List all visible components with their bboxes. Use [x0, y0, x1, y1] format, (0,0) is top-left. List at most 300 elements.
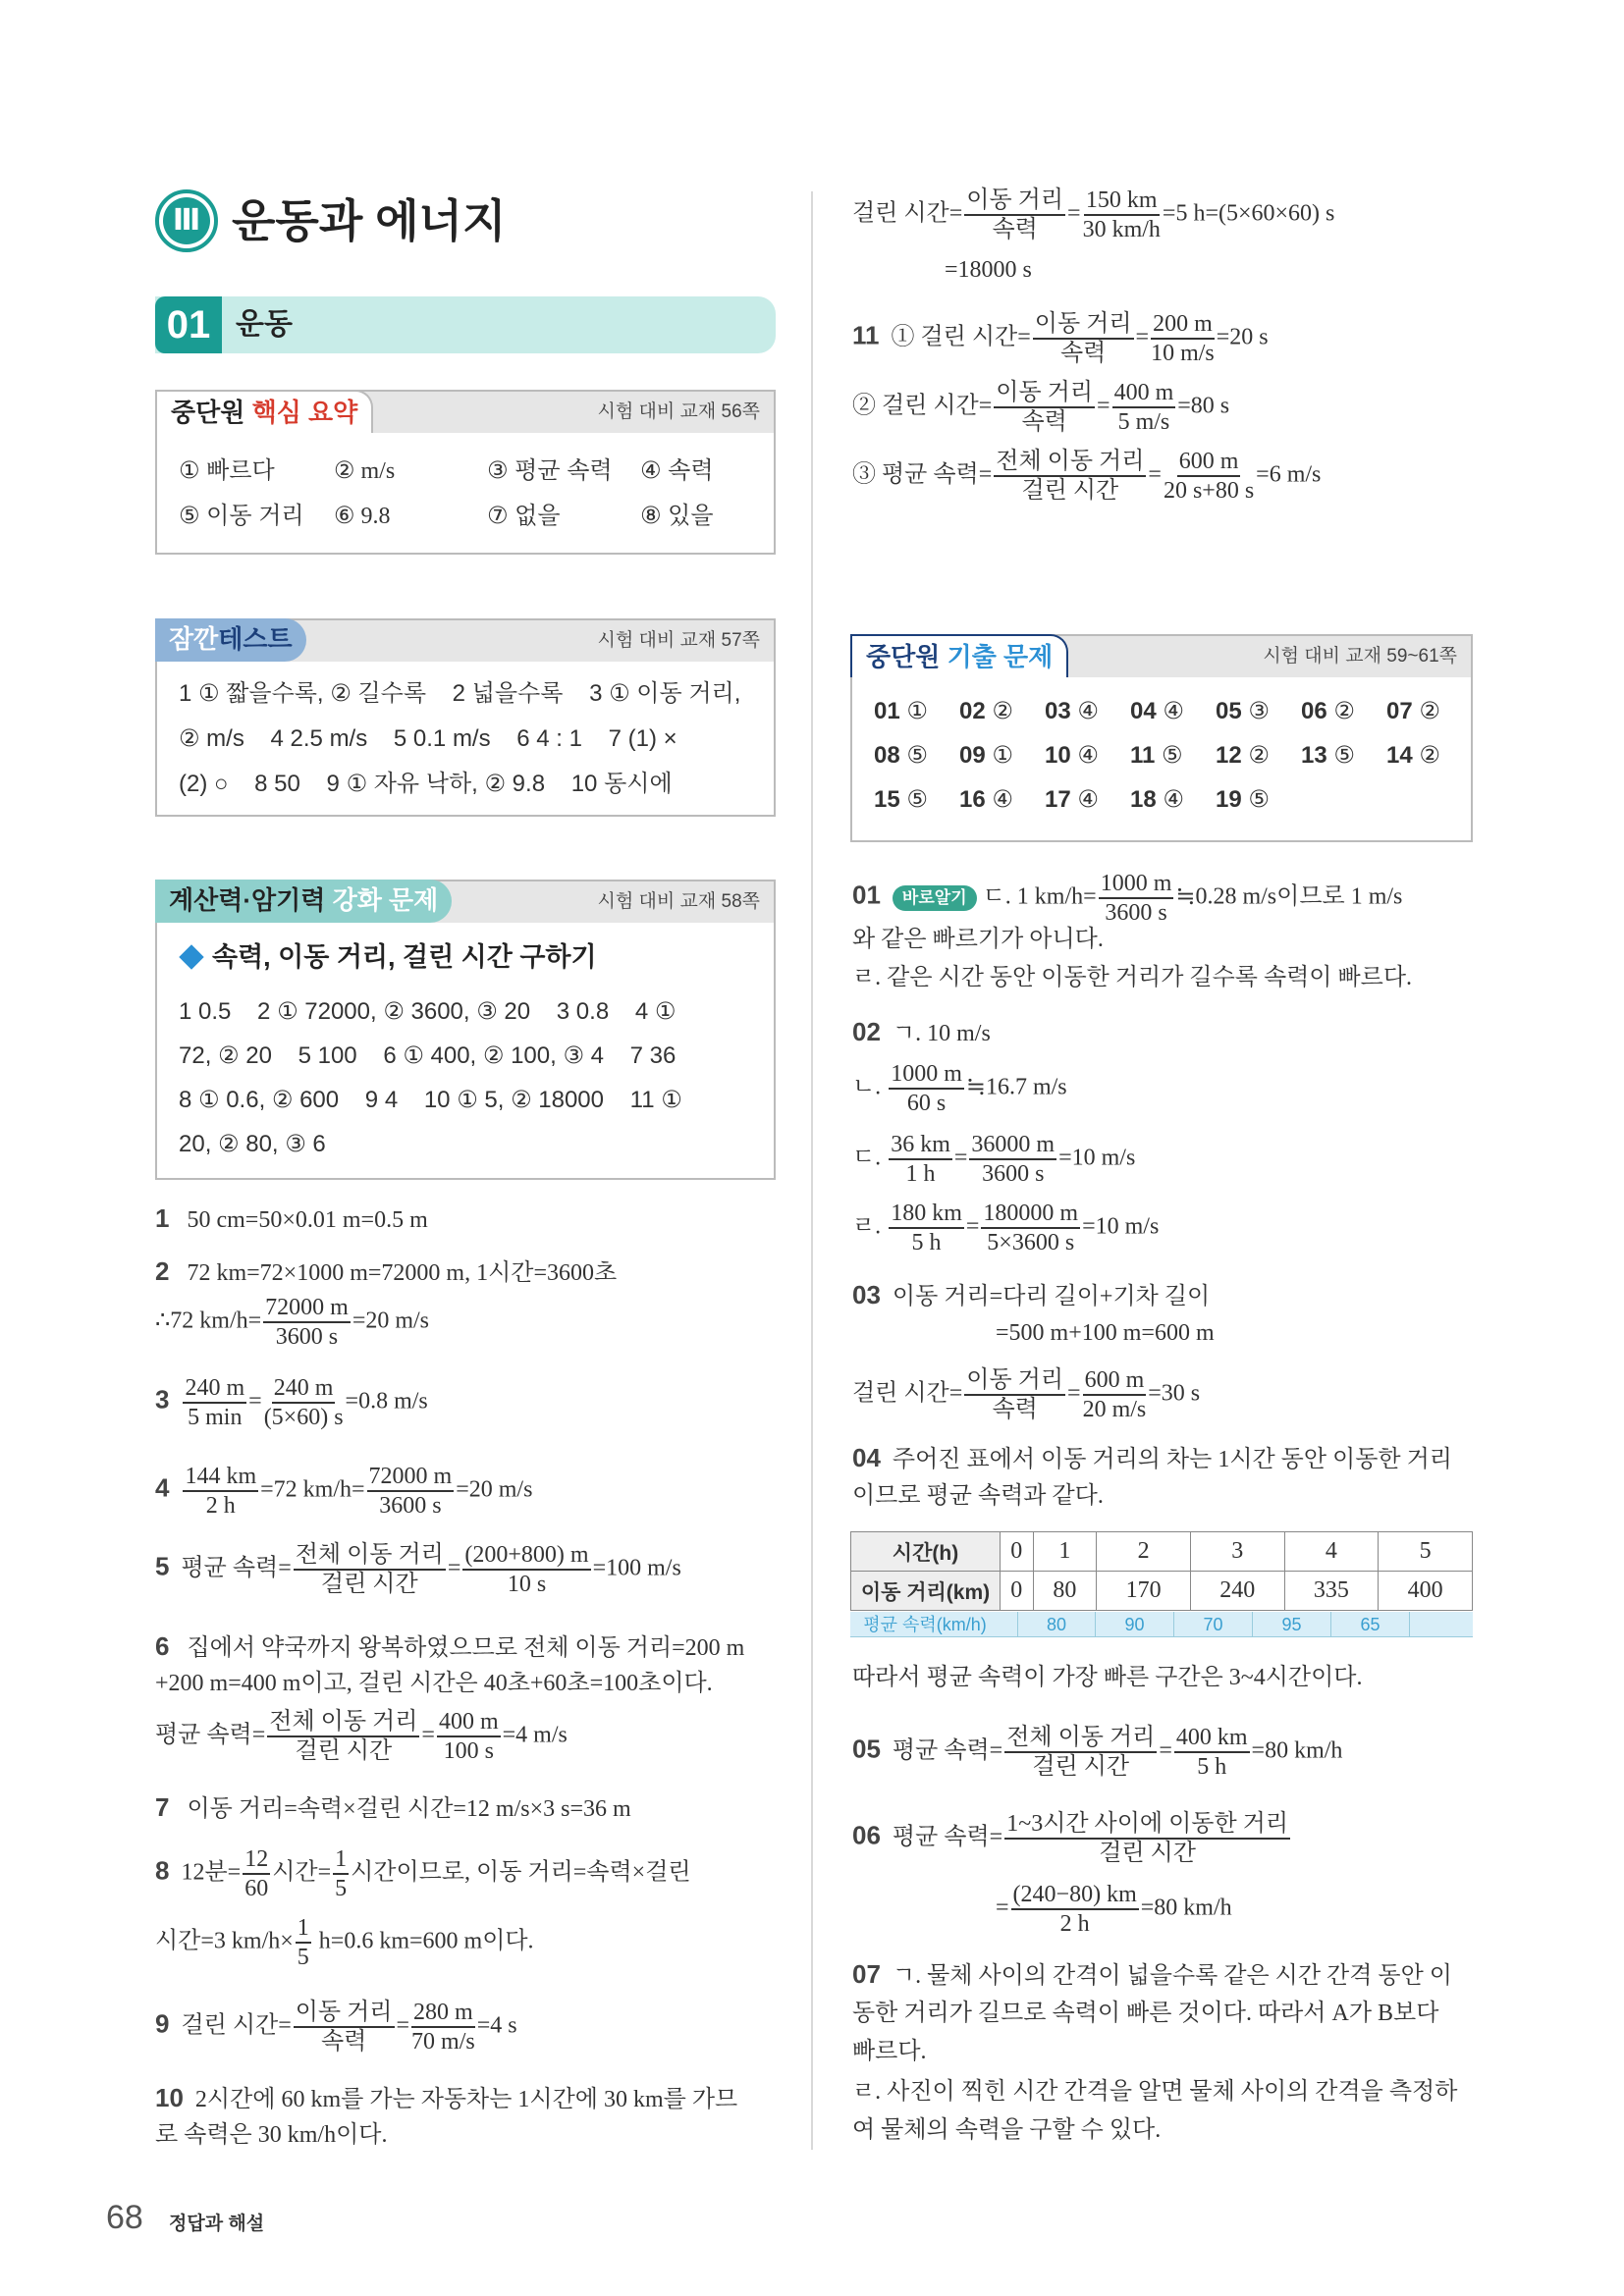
solution-11b: ② 걸린 시간= $\frac{\text{이동 거리}}{\text{속력}}$ = $\frac{400 m}{5 m/s}$ =80 s: [852, 380, 1230, 435]
fraction: [183, 1463, 258, 1520]
denominator: 5×3600 s: [987, 1230, 1075, 1255]
denominator: 속력: [992, 217, 1038, 242]
text: ≒16.7 m/s: [965, 1074, 1067, 1100]
drill-tab-prefix: 계산력·암기력: [169, 885, 326, 915]
exam-ref: 시험 대비 교재 59~61쪽: [1263, 646, 1457, 667]
avg-speed-value: 65: [1331, 1612, 1410, 1637]
table-header: 이동 거리(km): [851, 1572, 1001, 1611]
text: =5 h=(5×60×60) s: [1162, 200, 1335, 227]
table-row: [851, 1532, 1473, 1572]
summary-item: ⑦ 없을: [487, 503, 561, 529]
denominator: (5×60) s: [263, 1405, 344, 1430]
exam-sol-01b: 와 같은 빠르기가 아니다.: [852, 927, 1104, 952]
answer-choice: ②: [992, 698, 1013, 724]
fraction: [1004, 1724, 1157, 1781]
solution-1: 1 50 cm=50×0.01 m=0.5 m: [155, 1203, 428, 1233]
fraction: [294, 1999, 395, 2056]
solution-10c: 걸린 시간= $\frac{\text{이동 거리}}{\text{속력}}$ = $\frac{150 km}{30 km/h}$ =5 h=(5×60×60) s: [852, 187, 1335, 242]
footer-label: 정답과 해설: [169, 2214, 265, 2234]
fraction: [1151, 310, 1215, 367]
fraction: [981, 1200, 1080, 1256]
answer-number: 11: [1130, 742, 1156, 769]
summary-box: [155, 390, 776, 555]
exam-sol-02d: ㄹ. $\frac{180 km}{5 h}$ = $\frac{180000 m}{5\times 3600 s}$ =10 m/s: [852, 1201, 1160, 1255]
exam-sol-01: 01 바로알기 ㄷ. 1 km/h= $\frac{1000 m}{3600 s}$ ≒0.28 m/s이므로 1 m/s: [852, 871, 1403, 926]
chapter-numeral: Ⅲ: [163, 197, 210, 244]
numerator: (200+800) m: [462, 1541, 590, 1571]
answer-number: 16: [959, 786, 986, 813]
denominator: 30 km/h: [1082, 217, 1161, 242]
summary-tab: [155, 390, 373, 433]
table-cell: 0: [1001, 1532, 1034, 1572]
fraction: [964, 1366, 1065, 1423]
answer-choice: ②: [1419, 742, 1440, 769]
denominator: 20 m/s: [1082, 1397, 1147, 1422]
fraction: [267, 1708, 419, 1765]
solution-7: 7 이동 거리=속력×걸린 시간=12 m/s×3 s=36 m: [155, 1792, 631, 1822]
numerator: 1: [296, 1914, 311, 1944]
answer-item: [1045, 741, 1099, 771]
avg-speed-value: 90: [1096, 1612, 1174, 1637]
text: =80 s: [1177, 393, 1230, 419]
fraction: [411, 1999, 475, 2056]
fraction: [1099, 870, 1174, 927]
avg-speed-value: 70: [1174, 1612, 1253, 1637]
drill-heading: 속력, 이동 거리, 걸린 시간 구하기: [212, 942, 597, 972]
denominator: 속력: [1021, 409, 1067, 435]
text: =4 m/s: [502, 1722, 568, 1748]
answer-item: [1045, 697, 1099, 726]
summary-tab-prefix: 중단원: [171, 398, 245, 427]
answer-choice: ④: [1077, 786, 1099, 813]
text: =80 km/h: [1140, 1895, 1232, 1921]
answer-item: [1386, 741, 1440, 771]
solution-11a: 11 ① 걸린 시간= $\frac{\text{이동 거리}}{\text{속력}}$ = $\frac{200 m}{10 m/s}$ =20 s: [852, 311, 1269, 366]
text: ㄴ.: [852, 1074, 888, 1100]
numerator: 이동 거리: [1033, 310, 1134, 340]
fraction: [1004, 1810, 1290, 1867]
answer-choice: ④: [1163, 786, 1184, 813]
answer-choice: ②: [1419, 698, 1440, 724]
numerator: 240 m: [272, 1374, 336, 1404]
answer-choice: ⑤: [1162, 742, 1183, 769]
table-cell: 400: [1379, 1572, 1473, 1611]
table-cell: 170: [1097, 1572, 1191, 1611]
answer-number: 01: [874, 698, 900, 724]
numerator: 144 km: [183, 1463, 258, 1492]
numerator: 이동 거리: [294, 1999, 395, 2028]
table-cell: 3: [1190, 1532, 1284, 1572]
text: ② 걸린 시간=: [852, 393, 993, 419]
numerator: 600 m: [1083, 1366, 1147, 1396]
text: 시간이므로, 이동 거리=속력×걸린: [351, 1859, 691, 1886]
numerator: 200 m: [1151, 310, 1215, 340]
numerator: 전체 이동 거리: [1004, 1724, 1157, 1753]
text: 걸린 시간=: [852, 1380, 963, 1407]
fraction: [462, 1541, 590, 1598]
summary-ref: 시험 대비 교재 56쪽: [597, 401, 760, 422]
fraction: [889, 1200, 964, 1256]
denominator: 2 h: [1059, 1911, 1090, 1937]
fraction: [263, 1294, 351, 1351]
fraction: [1011, 1881, 1139, 1938]
drill-line: 8 ① 0.6, ② 600 9 4 10 ① 5, ② 18000 11 ①: [179, 1087, 682, 1113]
table-cell: 1: [1033, 1532, 1097, 1572]
text: =0.8 m/s: [345, 1388, 428, 1415]
exam-sol-05: 05 평균 속력= $\frac{\text{전체 이동 거리}}{\text{걸린 시간}}$ = $\frac{400 km}{5 h}$ =80 km/h: [852, 1725, 1343, 1780]
exam-sol-07c: 빠르다.: [852, 2039, 927, 2064]
solution-10d: =18000 s: [945, 257, 1032, 283]
text: 2시간에 60 km를 가는 자동차는 1시간에 30 km를 가므: [194, 2087, 738, 2112]
answer-item: [1386, 697, 1440, 726]
section-bar: [155, 296, 776, 353]
quick-test-tab-accent: 테스트: [218, 624, 293, 654]
solution-11c: ③ 평균 속력= $\frac{\text{전체 이동 거리}}{\text{걸린 시간}}$ = $\frac{600 m}{20 s+80 s}$ =6 m/s: [852, 449, 1322, 504]
answer-item: [1130, 697, 1184, 726]
solution-2: 2 72 km=72×1000 m=72000 m, 1시간=3600초: [155, 1256, 618, 1286]
table-row: [851, 1572, 1473, 1611]
distance-table: [850, 1531, 1473, 1611]
text: =80 km/h: [1251, 1737, 1343, 1764]
text: 평균 속력=: [892, 1824, 1003, 1850]
answer-choice: ⑤: [906, 786, 928, 813]
denominator: 3600 s: [1105, 900, 1167, 926]
answer-number: 10: [1045, 742, 1071, 769]
exam-sol-07b: 동한 거리가 길므로 속력이 빠른 것이다. 따라서 A가 B보다: [852, 2001, 1439, 2026]
exam-sol-07d: ㄹ. 사진이 찍힌 시간 간격을 알면 물체 사이의 간격을 측정하: [852, 2079, 1458, 2105]
denominator: 2 h: [205, 1493, 236, 1519]
exam-sol-03a: 03 이동 거리=다리 길이+기차 길이: [852, 1280, 1211, 1309]
answer-number: 07: [1386, 698, 1413, 724]
numerator: 이동 거리: [964, 1366, 1065, 1396]
text: =: [996, 1895, 1009, 1921]
solution-8: 8 12분= $\frac{12}{60}$ 시간= $\frac{1}{5}$ 시간이므로, 이동 거리=속력×걸린: [155, 1846, 691, 1901]
fraction: [333, 1845, 349, 1902]
table-cell: 4: [1284, 1532, 1379, 1572]
denominator: 5 h: [1197, 1754, 1227, 1780]
answer-choice: ②: [1248, 742, 1270, 769]
text: ㄱ. 물체 사이의 간격이 넓을수록 같은 시간 간격 동안 이: [892, 1963, 1452, 1989]
fraction: [994, 379, 1095, 436]
summary-item: ⑤ 이동 거리: [179, 503, 304, 529]
numerator: 1000 m: [1099, 870, 1174, 899]
denominator: 3600 s: [379, 1493, 442, 1519]
summary-item: ① 빠르다: [179, 457, 275, 484]
answer-number: 17: [1045, 786, 1071, 813]
denominator: 속력: [320, 2029, 367, 2055]
denominator: 속력: [1059, 341, 1107, 366]
answer-item: [1045, 785, 1099, 815]
numerator: 280 m: [411, 1999, 475, 2028]
text: =30 s: [1148, 1380, 1201, 1407]
answer-item: [959, 697, 1013, 726]
solution-10: 10 2시간에 60 km를 가는 자동차는 1시간에 30 km를 가므: [155, 2083, 738, 2112]
text: 평균 속력=: [155, 1722, 266, 1748]
solution-6: 6 집에서 약국까지 왕복하였으므로 전체 이동 거리=200 m: [155, 1631, 745, 1661]
denominator: 걸린 시간: [1099, 1841, 1196, 1866]
solution-2-text: 72 km=72×1000 m=72000 m, 1시간=3600초: [187, 1260, 618, 1286]
denominator: 1 h: [905, 1161, 936, 1187]
text: 시간=: [272, 1859, 332, 1886]
numerator: 150 km: [1084, 187, 1160, 216]
text: 이동 거리=다리 길이+기차 길이: [892, 1284, 1211, 1309]
answer-number: 08: [874, 742, 900, 769]
baro-badge: 바로알기: [893, 885, 977, 911]
exam-sol-04c: 따라서 평균 속력이 가장 빠른 구간은 3~4시간이다.: [852, 1665, 1363, 1690]
answer-choice: ④: [1077, 742, 1099, 769]
answer-choice: ④: [1163, 698, 1184, 724]
summary-item: ⑥ 9.8: [334, 504, 391, 529]
numerator: 전체 이동 거리: [994, 448, 1146, 477]
fraction: [969, 1131, 1056, 1188]
table-cell: 2: [1097, 1532, 1191, 1572]
answer-item: [959, 741, 1013, 771]
text: =72 km/h=: [260, 1476, 365, 1503]
answer-choice: ①: [906, 698, 928, 724]
solution-8b: [155, 1914, 534, 1971]
numerator: 1: [333, 1845, 349, 1875]
text: =20 s: [1216, 324, 1269, 350]
answer-number: 18: [1130, 786, 1157, 813]
exam-sol-07a: 07 ㄱ. 물체 사이의 간격이 넓을수록 같은 시간 간격 동안 이: [852, 1959, 1452, 1989]
fraction: [183, 1374, 246, 1431]
text: =100 m/s: [592, 1555, 681, 1581]
summary-item: ⑧ 있을: [640, 503, 714, 529]
denominator: 걸린 시간: [1032, 1754, 1130, 1780]
table-header: 시간(h): [851, 1532, 1001, 1572]
exam-sol-01c: ㄹ. 같은 시간 동안 이동한 거리가 길수록 속력이 빠르다.: [852, 965, 1413, 990]
text: 12분=: [181, 1859, 242, 1886]
table-cell: 5: [1379, 1532, 1473, 1572]
answer-item: [1216, 697, 1270, 726]
numerator: 전체 이동 거리: [267, 1708, 419, 1737]
denominator: 5 h: [911, 1230, 942, 1255]
quick-test-line: ② m/s 4 2.5 m/s 5 0.1 m/s 6 4 : 1 7 (1) ×: [179, 725, 677, 752]
answer-number: 19: [1216, 786, 1242, 813]
text: =10 m/s: [1058, 1145, 1136, 1171]
denominator: 걸린 시간: [295, 1738, 393, 1764]
fraction: [1033, 310, 1134, 367]
numerator: 600 m: [1177, 448, 1241, 477]
answer-item: [874, 697, 928, 726]
fraction: [1164, 448, 1254, 505]
table-cell: 240: [1190, 1572, 1284, 1611]
answer-item: [959, 785, 1013, 815]
answer-choice: ④: [1077, 698, 1099, 724]
exam-sol-03c: 걸린 시간= $\frac{\text{이동 거리}}{\text{속력}}$ = $\frac{600 m}{20 m/s}$ =30 s: [852, 1367, 1201, 1422]
quick-test-tab: [155, 618, 306, 662]
text: 평균 속력=: [892, 1737, 1003, 1764]
solution-4: 4 $\frac{144 km}{2 h}$ =72 km/h= $\frac{72000 m}{3600 s}$ =20 m/s: [155, 1464, 533, 1519]
numerator: 400 m: [1112, 379, 1176, 408]
chapter-numeral-badge: [155, 189, 218, 252]
text: =10 m/s: [1082, 1213, 1160, 1240]
text: 주어진 표에서 이동 거리의 차는 1시간 동안 이동한 거리: [892, 1447, 1452, 1472]
summary-tab-accent: 핵심 요약: [251, 398, 358, 427]
denominator: 3600 s: [982, 1161, 1045, 1187]
drill-line: 72, ② 20 5 100 6 ① 400, ② 100, ③ 4 7 36: [179, 1042, 677, 1069]
exam-box: [850, 634, 1473, 842]
answer-item: [874, 741, 928, 771]
text: ① 걸린 시간=: [891, 324, 1031, 350]
solution-6b: +200 m=400 m이고, 걸린 시간은 40초+60초=100초이다.: [155, 1671, 713, 1696]
text: =20 m/s: [352, 1308, 430, 1334]
numerator: 72000 m: [263, 1294, 351, 1323]
fraction: [1083, 187, 1161, 243]
answer-choice: ⑤: [1248, 786, 1270, 813]
exam-sol-07e: 여 물체의 속력을 구할 수 있다.: [852, 2117, 1162, 2143]
text: ㄷ. 1 km/h=: [982, 883, 1097, 910]
table-cell: 335: [1284, 1572, 1379, 1611]
summary-item: ④ 속력: [640, 457, 714, 484]
denominator: 5: [335, 1876, 348, 1901]
quick-test-line: 1 ① 짧을수록, ② 길수록 2 넓을수록 3 ① 이동 거리,: [179, 680, 741, 707]
denominator: 속력: [992, 1397, 1038, 1422]
numerator: 1~3시간 사이에 이동한 거리: [1004, 1810, 1290, 1840]
solution-10b: 로 속력은 30 km/h이다.: [155, 2122, 388, 2148]
denominator: 걸린 시간: [320, 1572, 418, 1597]
solution-1-text: 50 cm=50×0.01 m=0.5 m: [187, 1207, 428, 1233]
avg-speed-value: 95: [1253, 1612, 1331, 1637]
text: ≒0.28 m/s이므로 1 m/s: [1175, 883, 1403, 910]
text: 걸린 시간=: [852, 200, 963, 227]
exam-sol-06a: 06 평균 속력= $\frac{\text{1\textasciitilde{}3시간 사이에 이동한 거리}}{\text{걸린 시간}}$: [852, 1811, 1289, 1866]
solution-3: 3 $\frac{240 m}{5 \min}$ = $\frac{240 m}{(5\times 60) s}$ =0.8 m/s: [155, 1375, 428, 1430]
summary-item: ③ 평균 속력: [487, 457, 613, 484]
chapter-header: [155, 189, 646, 254]
numerator: 400 km: [1174, 1724, 1250, 1753]
solution-9: 9 걸린 시간= $\frac{\text{이동 거리}}{\text{속력}}$ = $\frac{280 m}{70 m/s}$ =4 s: [155, 2000, 517, 2055]
drill-box: [155, 880, 776, 1180]
text: ㄱ. 10 m/s: [892, 1021, 991, 1046]
fraction: [964, 187, 1065, 243]
text: ∴72 km/h=: [155, 1308, 262, 1334]
text: 평균 속력=: [181, 1555, 292, 1581]
numerator: 180000 m: [981, 1200, 1080, 1229]
text: 이동 거리=속력×걸린 시간=12 m/s×3 s=36 m: [187, 1796, 631, 1822]
text: ㄹ.: [852, 1213, 888, 1240]
answer-choice: ⑤: [906, 742, 928, 769]
answer-number: 13: [1301, 742, 1327, 769]
fraction: [889, 1060, 964, 1117]
numerator: 180 km: [889, 1200, 964, 1229]
exam-sol-03b: =500 m+100 m=600 m: [996, 1320, 1215, 1346]
exam-sol-02b: [852, 1060, 1067, 1117]
text: 걸린 시간=: [181, 2012, 292, 2039]
avg-speed-row: [850, 1612, 1473, 1637]
exam-tab: [850, 634, 1068, 677]
denominator: 5 min: [188, 1405, 243, 1430]
fraction: [1083, 1366, 1147, 1423]
answer-choice: ①: [992, 742, 1013, 769]
answer-number: 05: [1216, 698, 1242, 724]
numerator: 72000 m: [367, 1463, 455, 1492]
answer-choice: ②: [1333, 698, 1355, 724]
chapter-title: 운동과 에너지: [232, 195, 507, 246]
answer-number: 09: [959, 742, 986, 769]
denominator: 70 m/s: [411, 2029, 475, 2055]
exam-tab-prefix: 중단원: [866, 642, 941, 671]
numerator: (240−80) km: [1011, 1881, 1139, 1910]
numerator: 1000 m: [889, 1060, 964, 1090]
denominator: 10 m/s: [1151, 341, 1215, 366]
avg-speed-label: 평균 속력(km/h): [863, 1615, 987, 1634]
fraction: [889, 1131, 952, 1188]
summary-item: ② m/s: [334, 458, 396, 484]
answer-number: 15: [874, 786, 900, 813]
drill-ref: 시험 대비 교재 58쪽: [597, 891, 760, 912]
quick-test-line: (2) ○ 8 50 9 ① 자유 낙하, ② 9.8 10 동시에: [179, 771, 673, 797]
text: 시간=3 km/h×: [155, 1928, 294, 1954]
solution-5: 5 평균 속력= $\frac{\text{전체 이동 거리}}{\text{걸린 시간}}$ = $\frac{(200+800) m}{10 s}$ =100 m/s: [155, 1542, 681, 1597]
answer-choice: ③: [1248, 698, 1270, 724]
drill-tab-accent: 강화 문제: [332, 885, 439, 915]
denominator: 3600 s: [275, 1324, 339, 1350]
exam-sol-02a: 02 ㄱ. 10 m/s: [852, 1017, 991, 1046]
answer-item: [1130, 785, 1184, 815]
solution-6c: 평균 속력= $\frac{\text{전체 이동 거리}}{\text{걸린 시간}}$ = $\frac{400 m}{100 s}$ =4 m/s: [155, 1709, 568, 1764]
text: 집에서 약국까지 왕복하였으므로 전체 이동 거리=200 m: [187, 1635, 745, 1661]
drill-line: 20, ② 80, ③ 6: [179, 1131, 326, 1157]
fraction: [296, 1914, 311, 1971]
fraction: [367, 1463, 455, 1520]
answer-item: [874, 785, 928, 815]
answer-item: [1216, 785, 1270, 815]
answer-item: [1301, 697, 1355, 726]
text: =6 m/s: [1256, 461, 1322, 488]
denominator: 60: [244, 1876, 269, 1901]
exam-sol-04a: 04 주어진 표에서 이동 거리의 차는 1시간 동안 이동한 거리: [852, 1443, 1452, 1472]
numerator: 400 m: [437, 1708, 501, 1737]
fraction: [243, 1845, 270, 1902]
quick-test-box: [155, 618, 776, 817]
fraction: [294, 1541, 446, 1598]
drill-tab: [155, 880, 452, 923]
denominator: 60 s: [906, 1091, 947, 1116]
denominator: 5 m/s: [1117, 409, 1170, 435]
denominator: 10 s: [507, 1572, 547, 1597]
avg-speed-value: 80: [1017, 1612, 1096, 1637]
numerator: 전체 이동 거리: [294, 1541, 446, 1571]
denominator: 5: [297, 1945, 309, 1970]
numerator: 240 m: [183, 1374, 246, 1404]
text: =20 m/s: [456, 1476, 533, 1503]
exam-sol-06b: [996, 1881, 1232, 1938]
section-number: 01: [155, 296, 222, 353]
page-number: 68: [106, 2199, 143, 2236]
text: ③ 평균 속력=: [852, 461, 993, 488]
answer-item: [1130, 741, 1183, 771]
answer-item: [1301, 741, 1355, 771]
answer-number: 04: [1130, 698, 1157, 724]
exam-sol-04b: 이므로 평균 속력과 같다.: [852, 1483, 1104, 1509]
numerator: 이동 거리: [994, 379, 1095, 408]
quick-test-ref: 시험 대비 교재 57쪽: [597, 630, 760, 651]
answer-number: 14: [1386, 742, 1413, 769]
diamond-icon: [179, 944, 203, 969]
text: h=0.6 km=600 m이다.: [312, 1928, 534, 1954]
text: ㄷ.: [852, 1145, 888, 1171]
solution-2b: [155, 1294, 429, 1351]
exam-sol-02c: ㄷ. $\frac{36 km}{1 h}$ = $\frac{36000 m}{3600 s}$ =10 m/s: [852, 1132, 1136, 1187]
fraction: [264, 1374, 344, 1431]
fraction: [1174, 1724, 1250, 1781]
answer-number: 03: [1045, 698, 1071, 724]
denominator: 걸린 시간: [1021, 478, 1119, 504]
numerator: 36000 m: [969, 1131, 1056, 1160]
numerator: 12: [243, 1845, 270, 1875]
numerator: 36 km: [889, 1131, 952, 1160]
